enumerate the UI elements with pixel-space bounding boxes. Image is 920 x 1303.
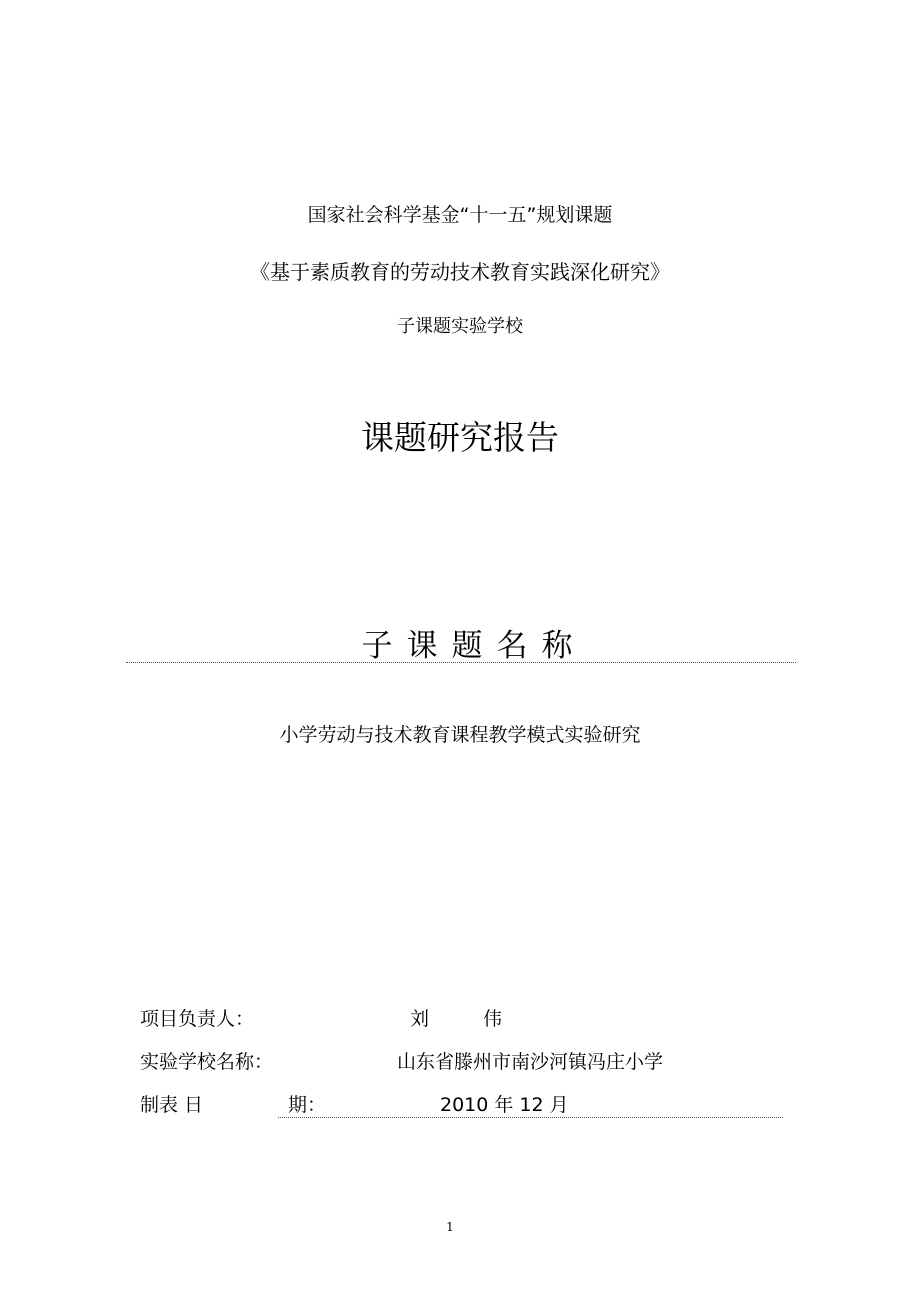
subtopic-name: 小学劳动与技术教育课程教学模式实验研究 [279,724,641,746]
subtopic-heading: 子课题名称 [361,628,587,664]
fund-project-line: 国家社会科学基金“十一五”规划课题 [307,204,613,226]
project-leader-value [410,1004,502,1031]
date-underline [278,1117,783,1118]
school-name-value: 山东省滕州市南沙河镇冯庄小学 [397,1051,664,1073]
project-title-line: 《基于素质教育的劳动技术教育实践深化研究》 [250,260,670,284]
leader-surname: 刘 [410,1008,430,1030]
experimental-school-line: 子课题实验学校 [397,316,523,337]
report-title: 课题研究报告 [361,418,559,457]
date-label-part2: 期： [288,1094,327,1116]
date-label-part1: 制表 日 [140,1094,204,1116]
leader-given-name: 伟 [483,1008,503,1030]
page-number: 1 [446,1220,454,1234]
subtopic-divider [126,662,796,663]
school-name-label: 实验学校名称： [140,1051,274,1073]
project-leader-label: 项目负责人： [140,1008,255,1030]
date-value: 2010 年 12 月 [440,1094,569,1116]
